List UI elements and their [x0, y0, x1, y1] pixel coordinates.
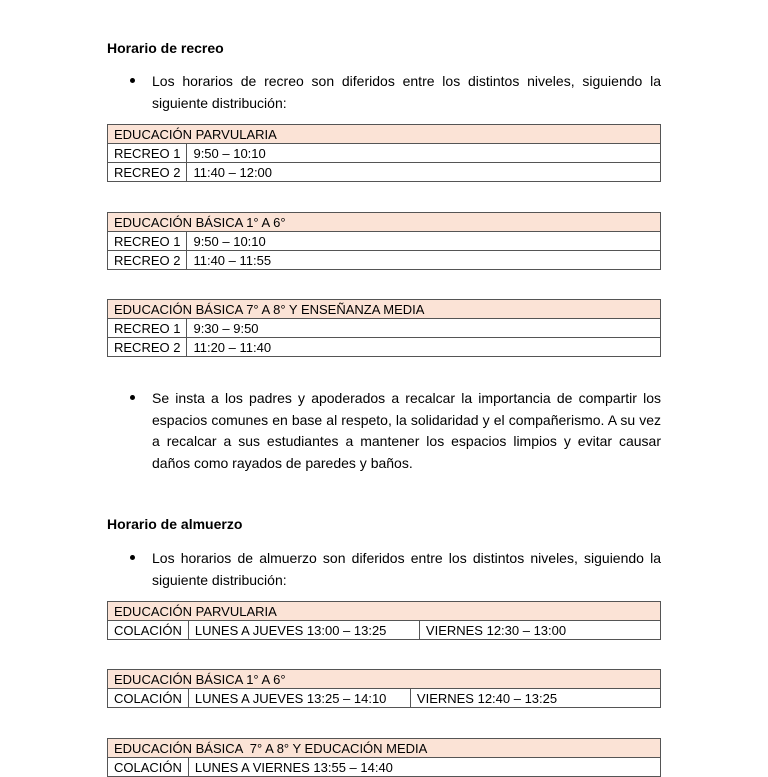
row-label: COLACIÓN — [108, 621, 189, 640]
table-row — [108, 251, 661, 270]
table-title: EDUCACIÓN BÁSICA 7° A 8° Y EDUCACIÓN MEDIA — [108, 739, 661, 758]
row-time: 9:30 – 9:50 — [187, 319, 661, 338]
table-row — [108, 144, 661, 163]
almuerzo-table-basica-1-6 — [107, 669, 661, 708]
row-weekdays: LUNES A JUEVES 13:00 – 13:25 — [188, 621, 419, 640]
table-row — [108, 319, 661, 338]
table-row — [108, 689, 661, 708]
row-time: 11:40 – 11:55 — [187, 251, 661, 270]
recreo-heading: Horario de recreo — [107, 40, 224, 56]
recreo-intro-text: Los horarios de recreo son diferidos entre los distintos niveles, siguiendo la siguiente distribución: — [152, 73, 661, 111]
almuerzo-table-parvularia — [107, 601, 661, 640]
row-label: RECREO 1 — [108, 319, 187, 338]
row-weekdays: LUNES A JUEVES 13:25 – 14:10 — [188, 689, 410, 708]
bullet-icon — [130, 395, 135, 400]
row-label: RECREO 2 — [108, 163, 187, 182]
table-row — [108, 163, 661, 182]
recreo-table-parvularia — [107, 124, 661, 182]
row-time: 9:50 – 10:10 — [187, 144, 661, 163]
row-label: RECREO 1 — [108, 232, 187, 251]
row-label: RECREO 1 — [108, 144, 187, 163]
recreo-table-basica-7-8-media — [107, 299, 661, 357]
recreo-note-text: Se insta a los padres y apoderados a recalcar la importancia de compartir los espacios comunes en base al respeto, la solidaridad y el compañerismo. A su vez a recalcar a sus estudiantes a mantener los espacios limpios y evitar causar daños como rayados de paredes y baños. — [152, 390, 661, 471]
almuerzo-intro-text: Los horarios de almuerzo son diferidos entre los distintos niveles, siguiendo la siguiente distribución: — [152, 550, 661, 588]
row-label: COLACIÓN — [108, 689, 189, 708]
row-time: 11:20 – 11:40 — [187, 338, 661, 357]
bullet-icon — [130, 555, 135, 560]
bullet-icon — [130, 78, 135, 83]
almuerzo-intro-bullet — [130, 548, 661, 591]
row-friday: VIERNES 12:40 – 13:25 — [410, 689, 660, 708]
almuerzo-heading: Horario de almuerzo — [107, 516, 243, 532]
recreo-table-basica-1-6 — [107, 212, 661, 270]
table-row — [108, 338, 661, 357]
recreo-note-bullet — [130, 388, 661, 474]
row-label: COLACIÓN — [108, 758, 189, 777]
recreo-intro-bullet — [130, 71, 661, 114]
row-weekdays: LUNES A VIERNES 13:55 – 14:40 — [188, 758, 660, 777]
row-time: 9:50 – 10:10 — [187, 232, 661, 251]
row-label: RECREO 2 — [108, 251, 187, 270]
table-title: EDUCACIÓN PARVULARIA — [108, 602, 661, 621]
row-friday: VIERNES 12:30 – 13:00 — [419, 621, 660, 640]
table-title: EDUCACIÓN BÁSICA 7° A 8° Y ENSEÑANZA MEDIA — [108, 300, 661, 319]
table-title: EDUCACIÓN PARVULARIA — [108, 125, 661, 144]
row-time: 11:40 – 12:00 — [187, 163, 661, 182]
table-row — [108, 621, 661, 640]
table-row — [108, 232, 661, 251]
almuerzo-table-basica-7-8-media — [107, 738, 661, 777]
table-title: EDUCACIÓN BÁSICA 1° A 6° — [108, 670, 661, 689]
table-title: EDUCACIÓN BÁSICA 1° A 6° — [108, 213, 661, 232]
row-label: RECREO 2 — [108, 338, 187, 357]
table-row — [108, 758, 661, 777]
